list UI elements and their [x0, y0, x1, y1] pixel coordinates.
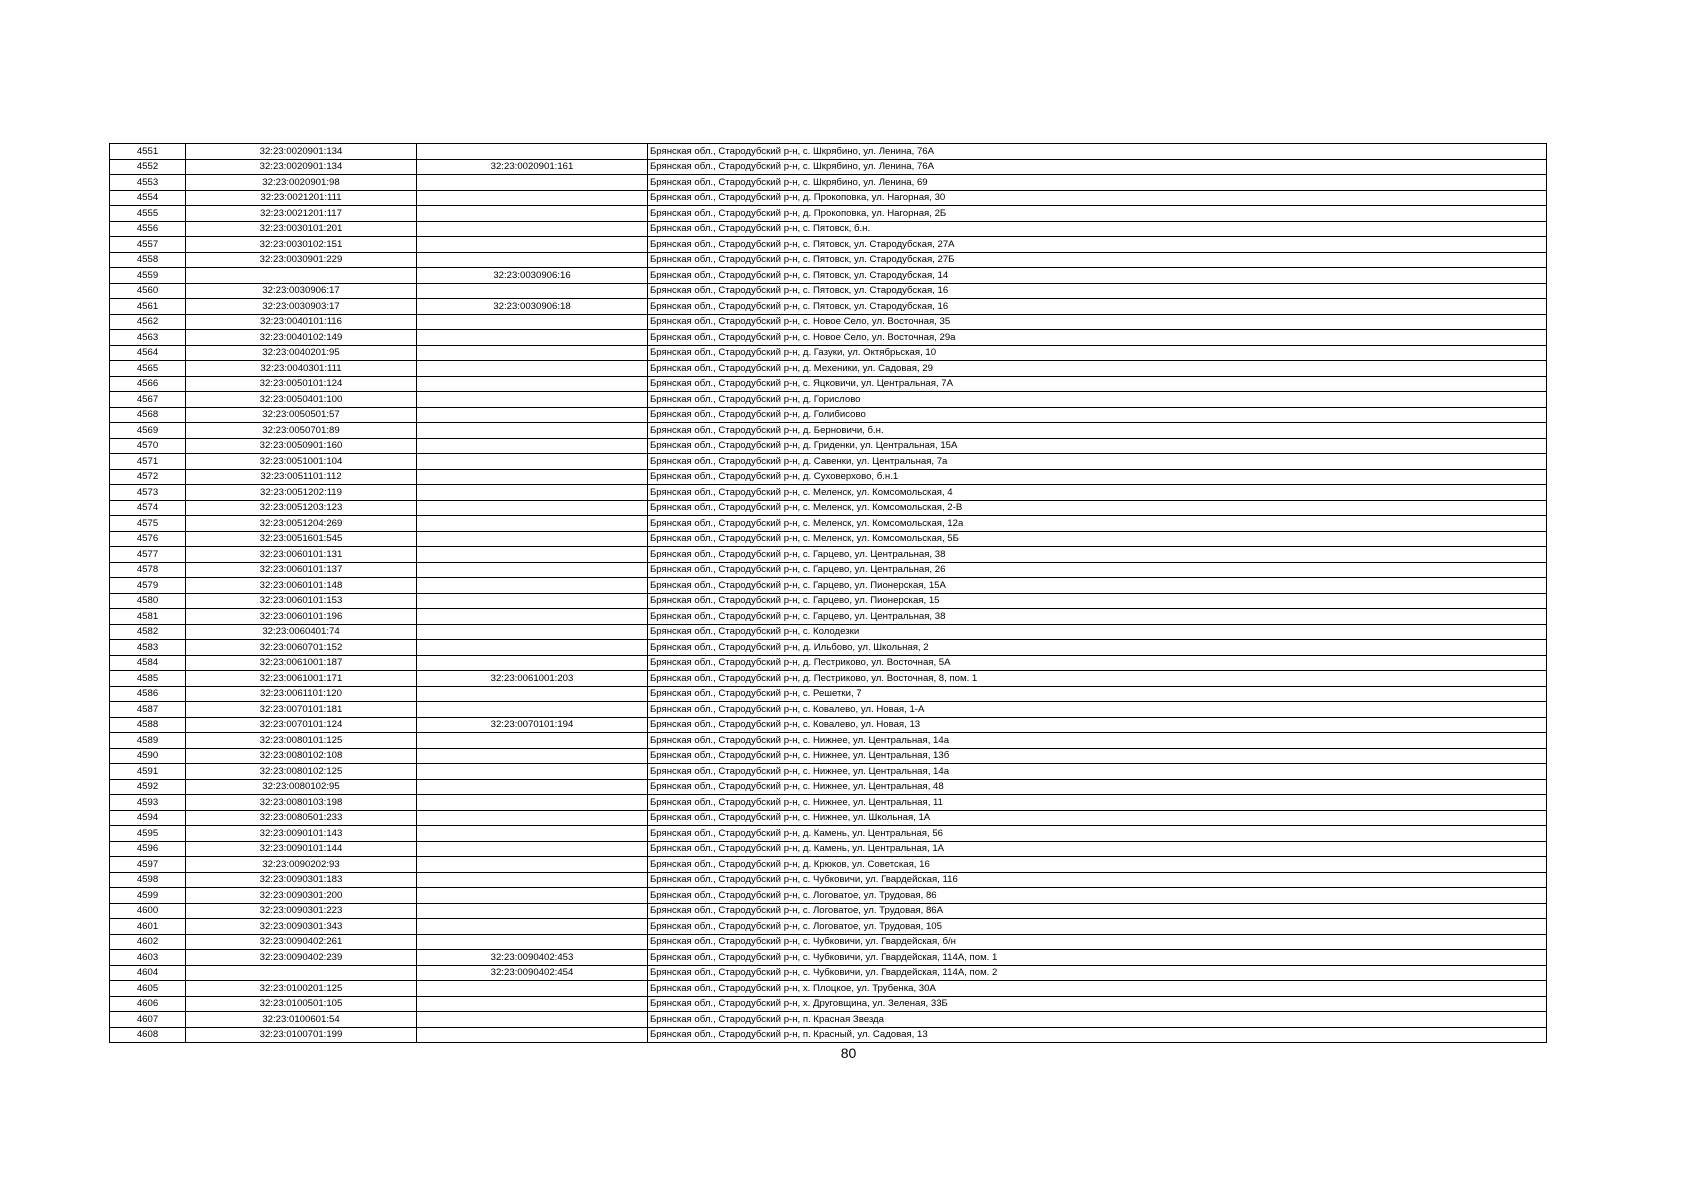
address-cell: Брянская обл., Стародубский р-н, д. Суховерхово, б.н.1	[648, 469, 1547, 485]
address-cell: Брянская обл., Стародубский р-н, с. Шкрябино, ул. Ленина, 76А	[648, 159, 1547, 175]
secondary-cadastral-number-cell	[417, 702, 648, 718]
row-number-cell: 4593	[110, 795, 186, 811]
cadastral-number-cell: 32:23:0080102:108	[186, 748, 417, 764]
secondary-cadastral-number-cell	[417, 485, 648, 501]
secondary-cadastral-number-cell	[417, 764, 648, 780]
address-cell: Брянская обл., Стародубский р-н, д. Пестриково, ул. Восточная, 5А	[648, 655, 1547, 671]
address-cell: Брянская обл., Стародубский р-н, д. Камень, ул. Центральная, 1А	[648, 841, 1547, 857]
address-cell: Брянская обл., Стародубский р-н, с. Пятовск, ул. Стародубская, 16	[648, 299, 1547, 315]
cadastral-number-cell: 32:23:0090301:200	[186, 888, 417, 904]
table-row	[110, 717, 1547, 733]
cadastral-number-cell: 32:23:0060701:152	[186, 640, 417, 656]
secondary-cadastral-number-cell	[417, 624, 648, 640]
cadastral-number-cell: 32:23:0020901:98	[186, 175, 417, 191]
secondary-cadastral-number-cell	[417, 609, 648, 625]
table-row	[110, 345, 1547, 361]
secondary-cadastral-number-cell	[417, 144, 648, 160]
cadastral-number-cell: 32:23:0080101:125	[186, 733, 417, 749]
cadastral-number-cell: 32:23:0030903:17	[186, 299, 417, 315]
table-row	[110, 888, 1547, 904]
secondary-cadastral-number-cell	[417, 996, 648, 1012]
secondary-cadastral-number-cell	[417, 454, 648, 470]
table-row	[110, 469, 1547, 485]
row-number-cell: 4553	[110, 175, 186, 191]
cadastral-number-cell: 32:23:0090101:143	[186, 826, 417, 842]
address-cell: Брянская обл., Стародубский р-н, с. Нижнее, ул. Школьная, 1А	[648, 810, 1547, 826]
address-cell: Брянская обл., Стародубский р-н, д. Мехеники, ул. Садовая, 29	[648, 361, 1547, 377]
cadastral-number-cell: 32:23:0060101:137	[186, 562, 417, 578]
table-row	[110, 547, 1547, 563]
row-number-cell: 4584	[110, 655, 186, 671]
cadastral-number-cell: 32:23:0090301:183	[186, 872, 417, 888]
address-cell: Брянская обл., Стародубский р-н, с. Чубковичи, ул. Гвардейская, б/н	[648, 934, 1547, 950]
address-cell: Брянская обл., Стародубский р-н, с. Нижнее, ул. Центральная, 14а	[648, 764, 1547, 780]
address-cell: Брянская обл., Стародубский р-н, х. Друговщина, ул. Зеленая, 33Б	[648, 996, 1547, 1012]
table-row	[110, 981, 1547, 997]
table-row	[110, 1012, 1547, 1028]
row-number-cell: 4573	[110, 485, 186, 501]
row-number-cell: 4607	[110, 1012, 186, 1028]
row-number-cell: 4574	[110, 500, 186, 516]
address-cell: Брянская обл., Стародубский р-н, с. Пятовск, б.н.	[648, 221, 1547, 237]
row-number-cell: 4588	[110, 717, 186, 733]
cadastral-number-cell: 32:23:0040102:149	[186, 330, 417, 346]
secondary-cadastral-number-cell	[417, 531, 648, 547]
table-row	[110, 733, 1547, 749]
secondary-cadastral-number-cell	[417, 392, 648, 408]
table-row	[110, 175, 1547, 191]
secondary-cadastral-number-cell: 32:23:0070101:194	[417, 717, 648, 733]
address-cell: Брянская обл., Стародубский р-н, с. Гарцево, ул. Пионерская, 15А	[648, 578, 1547, 594]
table-row	[110, 330, 1547, 346]
address-cell: Брянская обл., Стародубский р-н, д. Гриденки, ул. Центральная, 15А	[648, 438, 1547, 454]
row-number-cell: 4568	[110, 407, 186, 423]
secondary-cadastral-number-cell	[417, 237, 648, 253]
row-number-cell: 4601	[110, 919, 186, 935]
secondary-cadastral-number-cell	[417, 175, 648, 191]
row-number-cell: 4562	[110, 314, 186, 330]
row-number-cell: 4596	[110, 841, 186, 857]
table-row	[110, 376, 1547, 392]
secondary-cadastral-number-cell	[417, 361, 648, 377]
row-number-cell: 4583	[110, 640, 186, 656]
cadastral-number-cell: 32:23:0060101:153	[186, 593, 417, 609]
address-cell: Брянская обл., Стародубский р-н, д. Савенки, ул. Центральная, 7а	[648, 454, 1547, 470]
secondary-cadastral-number-cell	[417, 407, 648, 423]
row-number-cell: 4606	[110, 996, 186, 1012]
address-cell: Брянская обл., Стародубский р-н, с. Ковалево, ул. Новая, 13	[648, 717, 1547, 733]
address-cell: Брянская обл., Стародубский р-н, с. Пятовск, ул. Стародубская, 27А	[648, 237, 1547, 253]
secondary-cadastral-number-cell	[417, 438, 648, 454]
table-row	[110, 423, 1547, 439]
cadastral-number-cell: 32:23:0061001:187	[186, 655, 417, 671]
address-cell: Брянская обл., Стародубский р-н, с. Пятовск, ул. Стародубская, 27Б	[648, 252, 1547, 268]
secondary-cadastral-number-cell	[417, 547, 648, 563]
address-cell: Брянская обл., Стародубский р-н, х. Плоцкое, ул. Трубенка, 30А	[648, 981, 1547, 997]
cadastral-number-cell: 32:23:0090402:261	[186, 934, 417, 950]
row-number-cell: 4594	[110, 810, 186, 826]
cadastral-number-cell: 32:23:0030901:229	[186, 252, 417, 268]
address-cell: Брянская обл., Стародубский р-н, с. Нижнее, ул. Центральная, 48	[648, 779, 1547, 795]
table-row	[110, 578, 1547, 594]
address-cell: Брянская обл., Стародубский р-н, с. Нижнее, ул. Центральная, 14а	[648, 733, 1547, 749]
cadastral-number-cell: 32:23:0021201:111	[186, 190, 417, 206]
table-row	[110, 283, 1547, 299]
row-number-cell: 4578	[110, 562, 186, 578]
secondary-cadastral-number-cell: 32:23:0020901:161	[417, 159, 648, 175]
table-row	[110, 795, 1547, 811]
secondary-cadastral-number-cell	[417, 841, 648, 857]
secondary-cadastral-number-cell	[417, 1027, 648, 1043]
address-cell: Брянская обл., Стародубский р-н, с. Логоватое, ул. Трудовая, 105	[648, 919, 1547, 935]
cadastral-number-cell: 32:23:0100701:199	[186, 1027, 417, 1043]
table-row	[110, 934, 1547, 950]
table-row	[110, 857, 1547, 873]
secondary-cadastral-number-cell	[417, 516, 648, 532]
address-cell: Брянская обл., Стародубский р-н, с. Гарцево, ул. Пионерская, 15	[648, 593, 1547, 609]
cadastral-number-cell: 32:23:0061101:120	[186, 686, 417, 702]
address-cell: Брянская обл., Стародубский р-н, с. Меленск, ул. Комсомольская, 12а	[648, 516, 1547, 532]
secondary-cadastral-number-cell	[417, 221, 648, 237]
secondary-cadastral-number-cell	[417, 469, 648, 485]
row-number-cell: 4604	[110, 965, 186, 981]
address-cell: Брянская обл., Стародубский р-н, с. Решетки, 7	[648, 686, 1547, 702]
cadastral-number-cell: 32:23:0100501:105	[186, 996, 417, 1012]
table-row	[110, 144, 1547, 160]
table-row	[110, 268, 1547, 284]
table-row	[110, 640, 1547, 656]
table-row	[110, 919, 1547, 935]
row-number-cell: 4603	[110, 950, 186, 966]
secondary-cadastral-number-cell	[417, 314, 648, 330]
table-row	[110, 361, 1547, 377]
row-number-cell: 4598	[110, 872, 186, 888]
address-cell: Брянская обл., Стародубский р-н, п. Красный, ул. Садовая, 13	[648, 1027, 1547, 1043]
address-cell: Брянская обл., Стародубский р-н, д. Горислово	[648, 392, 1547, 408]
table-row	[110, 671, 1547, 687]
address-cell: Брянская обл., Стародубский р-н, с. Новое Село, ул. Восточная, 35	[648, 314, 1547, 330]
table-row	[110, 531, 1547, 547]
table-row	[110, 206, 1547, 222]
cadastral-number-cell: 32:23:0021201:117	[186, 206, 417, 222]
address-cell: Брянская обл., Стародубский р-н, д. Берновичи, б.н.	[648, 423, 1547, 439]
secondary-cadastral-number-cell	[417, 593, 648, 609]
address-cell: Брянская обл., Стародубский р-н, с. Меленск, ул. Комсомольская, 2-В	[648, 500, 1547, 516]
cadastral-number-cell: 32:23:0060101:131	[186, 547, 417, 563]
cadastral-number-cell: 32:23:0030906:17	[186, 283, 417, 299]
cadastral-number-cell: 32:23:0051202:119	[186, 485, 417, 501]
address-cell: Брянская обл., Стародубский р-н, д. Крюков, ул. Советская, 16	[648, 857, 1547, 873]
row-number-cell: 4551	[110, 144, 186, 160]
cadastral-number-cell: 32:23:0070101:181	[186, 702, 417, 718]
cadastral-number-cell: 32:23:0080501:233	[186, 810, 417, 826]
cadastral-number-cell	[186, 268, 417, 284]
cadastral-number-cell	[186, 965, 417, 981]
table-row	[110, 221, 1547, 237]
registry-table-body	[110, 144, 1547, 1043]
row-number-cell: 4569	[110, 423, 186, 439]
address-cell: Брянская обл., Стародубский р-н, д. Пестриково, ул. Восточная, 8, пом. 1	[648, 671, 1547, 687]
cadastral-number-cell: 32:23:0090301:223	[186, 903, 417, 919]
cadastral-number-cell: 32:23:0080102:125	[186, 764, 417, 780]
address-cell: Брянская обл., Стародубский р-н, д. Газуки, ул. Октябрьская, 10	[648, 345, 1547, 361]
row-number-cell: 4576	[110, 531, 186, 547]
table-row	[110, 872, 1547, 888]
address-cell: Брянская обл., Стародубский р-н, д. Прокоповка, ул. Нагорная, 30	[648, 190, 1547, 206]
address-cell: Брянская обл., Стародубский р-н, д. Ильбово, ул. Школьная, 2	[648, 640, 1547, 656]
cadastral-number-cell: 32:23:0100201:125	[186, 981, 417, 997]
address-cell: Брянская обл., Стародубский р-н, с. Гарцево, ул. Центральная, 38	[648, 547, 1547, 563]
address-cell: Брянская обл., Стародубский р-н, д. Камень, ул. Центральная, 56	[648, 826, 1547, 842]
secondary-cadastral-number-cell	[417, 748, 648, 764]
row-number-cell: 4587	[110, 702, 186, 718]
cadastral-number-cell: 32:23:0090402:239	[186, 950, 417, 966]
row-number-cell: 4560	[110, 283, 186, 299]
cadastral-number-cell: 32:23:0050501:57	[186, 407, 417, 423]
cadastral-number-cell: 32:23:0040201:95	[186, 345, 417, 361]
row-number-cell: 4556	[110, 221, 186, 237]
secondary-cadastral-number-cell	[417, 733, 648, 749]
secondary-cadastral-number-cell	[417, 934, 648, 950]
cadastral-number-cell: 32:23:0051204:269	[186, 516, 417, 532]
table-row	[110, 407, 1547, 423]
cadastral-number-cell: 32:23:0090202:93	[186, 857, 417, 873]
address-cell: Брянская обл., Стародубский р-н, с. Пятовск, ул. Стародубская, 14	[648, 268, 1547, 284]
cadastral-number-cell: 32:23:0050701:89	[186, 423, 417, 439]
address-cell: Брянская обл., Стародубский р-н, с. Меленск, ул. Комсомольская, 5Б	[648, 531, 1547, 547]
cadastral-number-cell: 32:23:0100601:54	[186, 1012, 417, 1028]
secondary-cadastral-number-cell	[417, 981, 648, 997]
row-number-cell: 4563	[110, 330, 186, 346]
row-number-cell: 4579	[110, 578, 186, 594]
secondary-cadastral-number-cell	[417, 252, 648, 268]
cadastral-number-cell: 32:23:0050101:124	[186, 376, 417, 392]
cadastral-number-cell: 32:23:0050401:100	[186, 392, 417, 408]
table-row	[110, 485, 1547, 501]
address-cell: Брянская обл., Стародубский р-н, с. Ковалево, ул. Новая, 1-А	[648, 702, 1547, 718]
table-row	[110, 702, 1547, 718]
cadastral-number-cell: 32:23:0020901:134	[186, 144, 417, 160]
row-number-cell: 4561	[110, 299, 186, 315]
secondary-cadastral-number-cell	[417, 857, 648, 873]
table-row	[110, 593, 1547, 609]
secondary-cadastral-number-cell	[417, 810, 648, 826]
secondary-cadastral-number-cell	[417, 655, 648, 671]
cadastral-number-cell: 32:23:0090101:144	[186, 841, 417, 857]
secondary-cadastral-number-cell	[417, 423, 648, 439]
address-cell: Брянская обл., Стародубский р-н, с. Шкрябино, ул. Ленина, 69	[648, 175, 1547, 191]
cadastral-number-cell: 32:23:0040301:111	[186, 361, 417, 377]
registry-table	[109, 143, 1547, 1043]
table-row	[110, 1027, 1547, 1043]
row-number-cell: 4592	[110, 779, 186, 795]
secondary-cadastral-number-cell: 32:23:0061001:203	[417, 671, 648, 687]
table-row	[110, 252, 1547, 268]
row-number-cell: 4572	[110, 469, 186, 485]
address-cell: Брянская обл., Стародубский р-н, с. Меленск, ул. Комсомольская, 4	[648, 485, 1547, 501]
secondary-cadastral-number-cell	[417, 376, 648, 392]
secondary-cadastral-number-cell: 32:23:0030906:18	[417, 299, 648, 315]
row-number-cell: 4595	[110, 826, 186, 842]
row-number-cell: 4586	[110, 686, 186, 702]
secondary-cadastral-number-cell	[417, 206, 648, 222]
cadastral-number-cell: 32:23:0061001:171	[186, 671, 417, 687]
address-cell: Брянская обл., Стародубский р-н, с. Пятовск, ул. Стародубская, 16	[648, 283, 1547, 299]
table-row	[110, 748, 1547, 764]
table-row	[110, 159, 1547, 175]
row-number-cell: 4570	[110, 438, 186, 454]
cadastral-number-cell: 32:23:0090301:343	[186, 919, 417, 935]
address-cell: Брянская обл., Стародубский р-н, с. Чубковичи, ул. Гвардейская, 114А, пом. 1	[648, 950, 1547, 966]
table-row	[110, 392, 1547, 408]
row-number-cell: 4554	[110, 190, 186, 206]
address-cell: Брянская обл., Стародубский р-н, с. Нижнее, ул. Центральная, 11	[648, 795, 1547, 811]
secondary-cadastral-number-cell	[417, 562, 648, 578]
secondary-cadastral-number-cell	[417, 919, 648, 935]
row-number-cell: 4567	[110, 392, 186, 408]
address-cell: Брянская обл., Стародубский р-н, с. Новое Село, ул. Восточная, 29а	[648, 330, 1547, 346]
row-number-cell: 4577	[110, 547, 186, 563]
row-number-cell: 4589	[110, 733, 186, 749]
table-row	[110, 562, 1547, 578]
address-cell: Брянская обл., Стародубский р-н, с. Яцковичи, ул. Центральная, 7А	[648, 376, 1547, 392]
address-cell: Брянская обл., Стародубский р-н, с. Нижнее, ул. Центральная, 13б	[648, 748, 1547, 764]
cadastral-number-cell: 32:23:0060101:148	[186, 578, 417, 594]
table-row	[110, 686, 1547, 702]
row-number-cell: 4591	[110, 764, 186, 780]
cadastral-number-cell: 32:23:0030102:151	[186, 237, 417, 253]
cadastral-number-cell: 32:23:0060101:196	[186, 609, 417, 625]
row-number-cell: 4597	[110, 857, 186, 873]
secondary-cadastral-number-cell	[417, 888, 648, 904]
row-number-cell: 4552	[110, 159, 186, 175]
secondary-cadastral-number-cell: 32:23:0090402:453	[417, 950, 648, 966]
row-number-cell: 4585	[110, 671, 186, 687]
row-number-cell: 4581	[110, 609, 186, 625]
row-number-cell: 4599	[110, 888, 186, 904]
table-row	[110, 996, 1547, 1012]
address-cell: Брянская обл., Стародубский р-н, д. Прокоповка, ул. Нагорная, 2Б	[648, 206, 1547, 222]
cadastral-number-cell: 32:23:0080103:198	[186, 795, 417, 811]
row-number-cell: 4590	[110, 748, 186, 764]
row-number-cell: 4558	[110, 252, 186, 268]
secondary-cadastral-number-cell	[417, 826, 648, 842]
table-row	[110, 810, 1547, 826]
secondary-cadastral-number-cell	[417, 640, 648, 656]
cadastral-number-cell: 32:23:0060401:74	[186, 624, 417, 640]
row-number-cell: 4602	[110, 934, 186, 950]
address-cell: Брянская обл., Стародубский р-н, с. Логоватое, ул. Трудовая, 86А	[648, 903, 1547, 919]
row-number-cell: 4557	[110, 237, 186, 253]
address-cell: Брянская обл., Стародубский р-н, с. Колодезки	[648, 624, 1547, 640]
table-row	[110, 903, 1547, 919]
row-number-cell: 4605	[110, 981, 186, 997]
table-row	[110, 655, 1547, 671]
secondary-cadastral-number-cell: 32:23:0090402:454	[417, 965, 648, 981]
row-number-cell: 4600	[110, 903, 186, 919]
row-number-cell: 4582	[110, 624, 186, 640]
row-number-cell: 4575	[110, 516, 186, 532]
cadastral-number-cell: 32:23:0080102:95	[186, 779, 417, 795]
secondary-cadastral-number-cell	[417, 872, 648, 888]
page-number: 80	[840, 1045, 857, 1061]
row-number-cell: 4566	[110, 376, 186, 392]
address-cell: Брянская обл., Стародубский р-н, с. Чубковичи, ул. Гвардейская, 116	[648, 872, 1547, 888]
table-row	[110, 314, 1547, 330]
table-row	[110, 516, 1547, 532]
table-row	[110, 779, 1547, 795]
cadastral-number-cell: 32:23:0030101:201	[186, 221, 417, 237]
table-row	[110, 624, 1547, 640]
address-cell: Брянская обл., Стародубский р-н, с. Гарцево, ул. Центральная, 26	[648, 562, 1547, 578]
row-number-cell: 4564	[110, 345, 186, 361]
row-number-cell: 4571	[110, 454, 186, 470]
table-row	[110, 454, 1547, 470]
row-number-cell: 4580	[110, 593, 186, 609]
table-row	[110, 237, 1547, 253]
address-cell: Брянская обл., Стародубский р-н, с. Шкрябино, ул. Ленина, 76А	[648, 144, 1547, 160]
cadastral-number-cell: 32:23:0051101:112	[186, 469, 417, 485]
table-row	[110, 841, 1547, 857]
address-cell: Брянская обл., Стародубский р-н, д. Голибисово	[648, 407, 1547, 423]
address-cell: Брянская обл., Стародубский р-н, с. Чубковичи, ул. Гвардейская, 114А, пом. 2	[648, 965, 1547, 981]
cadastral-number-cell: 32:23:0050901:160	[186, 438, 417, 454]
table-row	[110, 609, 1547, 625]
cadastral-number-cell: 32:23:0040101:116	[186, 314, 417, 330]
secondary-cadastral-number-cell	[417, 903, 648, 919]
address-cell: Брянская обл., Стародубский р-н, с. Логоватое, ул. Трудовая, 86	[648, 888, 1547, 904]
address-cell: Брянская обл., Стародубский р-н, с. Гарцево, ул. Центральная, 38	[648, 609, 1547, 625]
secondary-cadastral-number-cell	[417, 190, 648, 206]
row-number-cell: 4565	[110, 361, 186, 377]
secondary-cadastral-number-cell	[417, 1012, 648, 1028]
secondary-cadastral-number-cell	[417, 795, 648, 811]
row-number-cell: 4608	[110, 1027, 186, 1043]
table-row	[110, 190, 1547, 206]
secondary-cadastral-number-cell	[417, 330, 648, 346]
secondary-cadastral-number-cell	[417, 283, 648, 299]
table-row	[110, 826, 1547, 842]
secondary-cadastral-number-cell	[417, 345, 648, 361]
row-number-cell: 4559	[110, 268, 186, 284]
table-row	[110, 764, 1547, 780]
cadastral-number-cell: 32:23:0051601:545	[186, 531, 417, 547]
secondary-cadastral-number-cell	[417, 500, 648, 516]
secondary-cadastral-number-cell: 32:23:0030906:16	[417, 268, 648, 284]
secondary-cadastral-number-cell	[417, 578, 648, 594]
cadastral-number-cell: 32:23:0020901:134	[186, 159, 417, 175]
cadastral-number-cell: 32:23:0051001:104	[186, 454, 417, 470]
cadastral-number-cell: 32:23:0051203:123	[186, 500, 417, 516]
row-number-cell: 4555	[110, 206, 186, 222]
secondary-cadastral-number-cell	[417, 779, 648, 795]
table-row	[110, 950, 1547, 966]
table-row	[110, 965, 1547, 981]
table-row	[110, 500, 1547, 516]
table-row	[110, 438, 1547, 454]
address-cell: Брянская обл., Стародубский р-н, п. Красная Звезда	[648, 1012, 1547, 1028]
cadastral-number-cell: 32:23:0070101:124	[186, 717, 417, 733]
secondary-cadastral-number-cell	[417, 686, 648, 702]
table-row	[110, 299, 1547, 315]
